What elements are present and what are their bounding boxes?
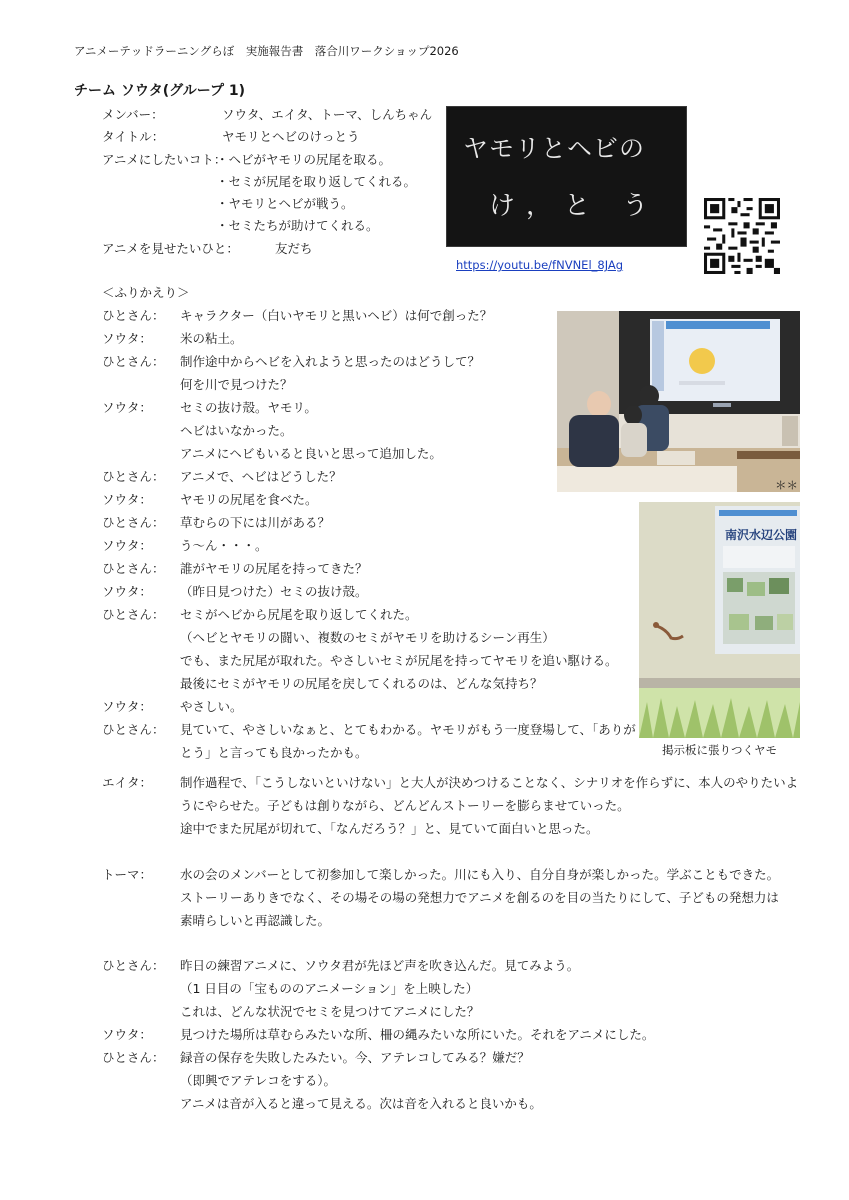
utterance-line: 見ていて、やさしいなぁと、とてもわかる。ヤモリがもう一度登場して、「ありが (180, 722, 636, 737)
want-item: ・ヘビがヤモリの尻尾を取る。 (216, 152, 392, 167)
speaker-label: ひとさん： (102, 561, 165, 576)
comment-line: うにやらせた。子どもは創りながら、どんどんストーリーを膨らませていった。 (180, 798, 630, 813)
utterance-line: キャラクター（白いヤモリと黒いヘビ）は何で創った？ (180, 308, 493, 323)
team-title: チーム ソウタ(グループ 1) (74, 83, 246, 99)
speaker-label: ひとさん： (102, 1050, 165, 1065)
speaker-label: ひとさん： (102, 958, 165, 973)
video-link-text[interactable]: https://youtu.be/fNVNEl_8JAg (456, 258, 624, 272)
members-label: メンバー： (102, 107, 164, 122)
utterance-line: （即興でアテレコをする）。 (180, 1073, 337, 1088)
utterance-line: アニメは音が入ると違って見える。次は音を入れると良いかも。 (180, 1096, 542, 1111)
title-card-line2: け，と う (489, 191, 661, 221)
title-label: タイトル： (102, 129, 165, 144)
title-card-line1: ヤモリとヘビの (463, 134, 646, 163)
members-value: ソウタ、エイタ、トーマ、しんちゃん (222, 107, 433, 122)
comment-line: 途中でまた尻尾が切れて、「なんだろう？」と、見ていて面白いと思った。 (180, 821, 599, 836)
workshop-photo-drawing (557, 311, 800, 492)
utterance-line: （1 日目の「宝もののアニメーション」を上映した） (180, 981, 479, 996)
speaker-label: ひとさん： (102, 354, 165, 369)
poster-title: 南沢水辺公園 (725, 528, 798, 542)
comment-line: 素晴らしいと再認識した。 (180, 913, 331, 928)
utterance-line: 米の粘土。 (180, 331, 243, 346)
speaker-label: トーマ： (102, 867, 153, 882)
utterance-line: う〜ん・・・。 (180, 538, 268, 553)
utterance-line: ヤモリの尻尾を食べた。 (180, 492, 318, 507)
speaker-label: ソウタ： (102, 331, 152, 346)
title-value: ヤモリとヘビのけっとう (222, 129, 360, 144)
utterance-line: 草むらの下には川がある？ (180, 515, 331, 530)
photo1-caption: ＊＊ (775, 478, 798, 492)
utterance-line: やさしい。 (180, 699, 243, 714)
utterance-line: セミの抜け殻。ヤモリ。 (180, 400, 317, 415)
utterance-line: 録音の保存を失敗したみたい。今、アテレコしてみる？嫌だ？ (180, 1050, 530, 1065)
speaker-label: ソウタ： (102, 1027, 152, 1042)
utterance-line: でも、また尻尾が取れた。やさしいセミが尻尾を持ってヤモリを追い駆ける。 (180, 653, 618, 668)
speaker-label: ソウタ： (102, 584, 152, 599)
comment-line: 制作過程で、「こうしないといけない」と大人が決めつけることなく、シナリオを作らずに、本人のやりたいよ (180, 775, 799, 790)
utterance-line: アニメにヘビもいると良いと思って追加した。 (180, 446, 442, 461)
utterance-line: これは、どんな状況でセミを見つけてアニメにした？ (180, 1004, 480, 1019)
speaker-label: ひとさん： (102, 607, 165, 622)
utterance-line: （昨日見つけた）セミの抜け殻。 (180, 584, 368, 599)
utterance-line: セミがヘビから尻尾を取り返してくれた。 (180, 607, 418, 622)
report-header: アニメーテッドラーニングらぼ 実施報告書 落合川ワークショップ2026 (74, 44, 459, 58)
speaker-label: ひとさん： (102, 515, 165, 530)
speaker-label: ソウタ： (102, 400, 152, 415)
speaker-label: エイタ： (102, 775, 153, 790)
video-link[interactable] (456, 254, 623, 273)
workshop-photo (557, 311, 800, 492)
section-heading: ＜ふりかえり＞ (102, 285, 190, 300)
want-label: アニメにしたいコト： (102, 152, 227, 167)
speaker-label: ひとさん： (102, 308, 165, 323)
want-item: ・セミたちが助けてくれる。 (216, 218, 379, 233)
utterance-line: 誰がヤモリの尻尾を持ってきた？ (180, 561, 368, 576)
speaker-label: ソウタ： (102, 492, 152, 507)
title-card-image (446, 106, 687, 247)
audience-value: 友だち (275, 241, 313, 256)
comment-line: ストーリーありきでなく、その場その場の発想力でアニメを創るのを目の当たりにして、子どもの発想力は (180, 890, 779, 905)
speaker-label: ソウタ： (102, 699, 152, 714)
utterance-line: 制作途中からヘビを入れようと思ったのはどうして？ (180, 354, 481, 369)
utterance-line: アニメで、ヘビはどうした？ (180, 469, 342, 484)
utterance-line: 最後にセミがヤモリの尻尾を戻してくれるのは、どんな気持ち？ (180, 676, 543, 691)
comment-line: 水の会のメンバーとして初参加して楽しかった。川にも入り、自分自身が楽しかった。学ぶこともできた。 (180, 867, 780, 882)
audience-label: アニメを見せたいひと： (102, 241, 239, 256)
speaker-label: ソウタ： (102, 538, 152, 553)
qr-code (704, 198, 780, 274)
utterance-line: ヘビはいなかった。 (180, 423, 293, 438)
utterance-line: 昨日の練習アニメに、ソウタ君が先ほど声を吹き込んだ。見てみよう。 (180, 958, 580, 973)
speaker-label: ひとさん： (102, 722, 165, 737)
speaker-label: ひとさん： (102, 469, 165, 484)
photo2-caption: 掲示板に張りつくヤモ (662, 743, 777, 757)
want-item: ・ヤモリとヘビが戦う。 (216, 196, 354, 211)
utterance-line: （ヘビとヤモリの闘い、複数のセミがヤモリを助けるシーン再生） (180, 630, 555, 645)
utterance-line: 何を川で見つけた？ (180, 377, 293, 392)
notice-board-photo (639, 502, 800, 738)
utterance-line: とう」と言っても良かったかも。 (180, 745, 368, 760)
want-item: ・セミが尻尾を取り返してくれる。 (216, 174, 417, 189)
utterance-line: 見つけた場所は草むらみたいな所、柵の縄みたいな所にいた。それをアニメにした。 (180, 1027, 655, 1042)
